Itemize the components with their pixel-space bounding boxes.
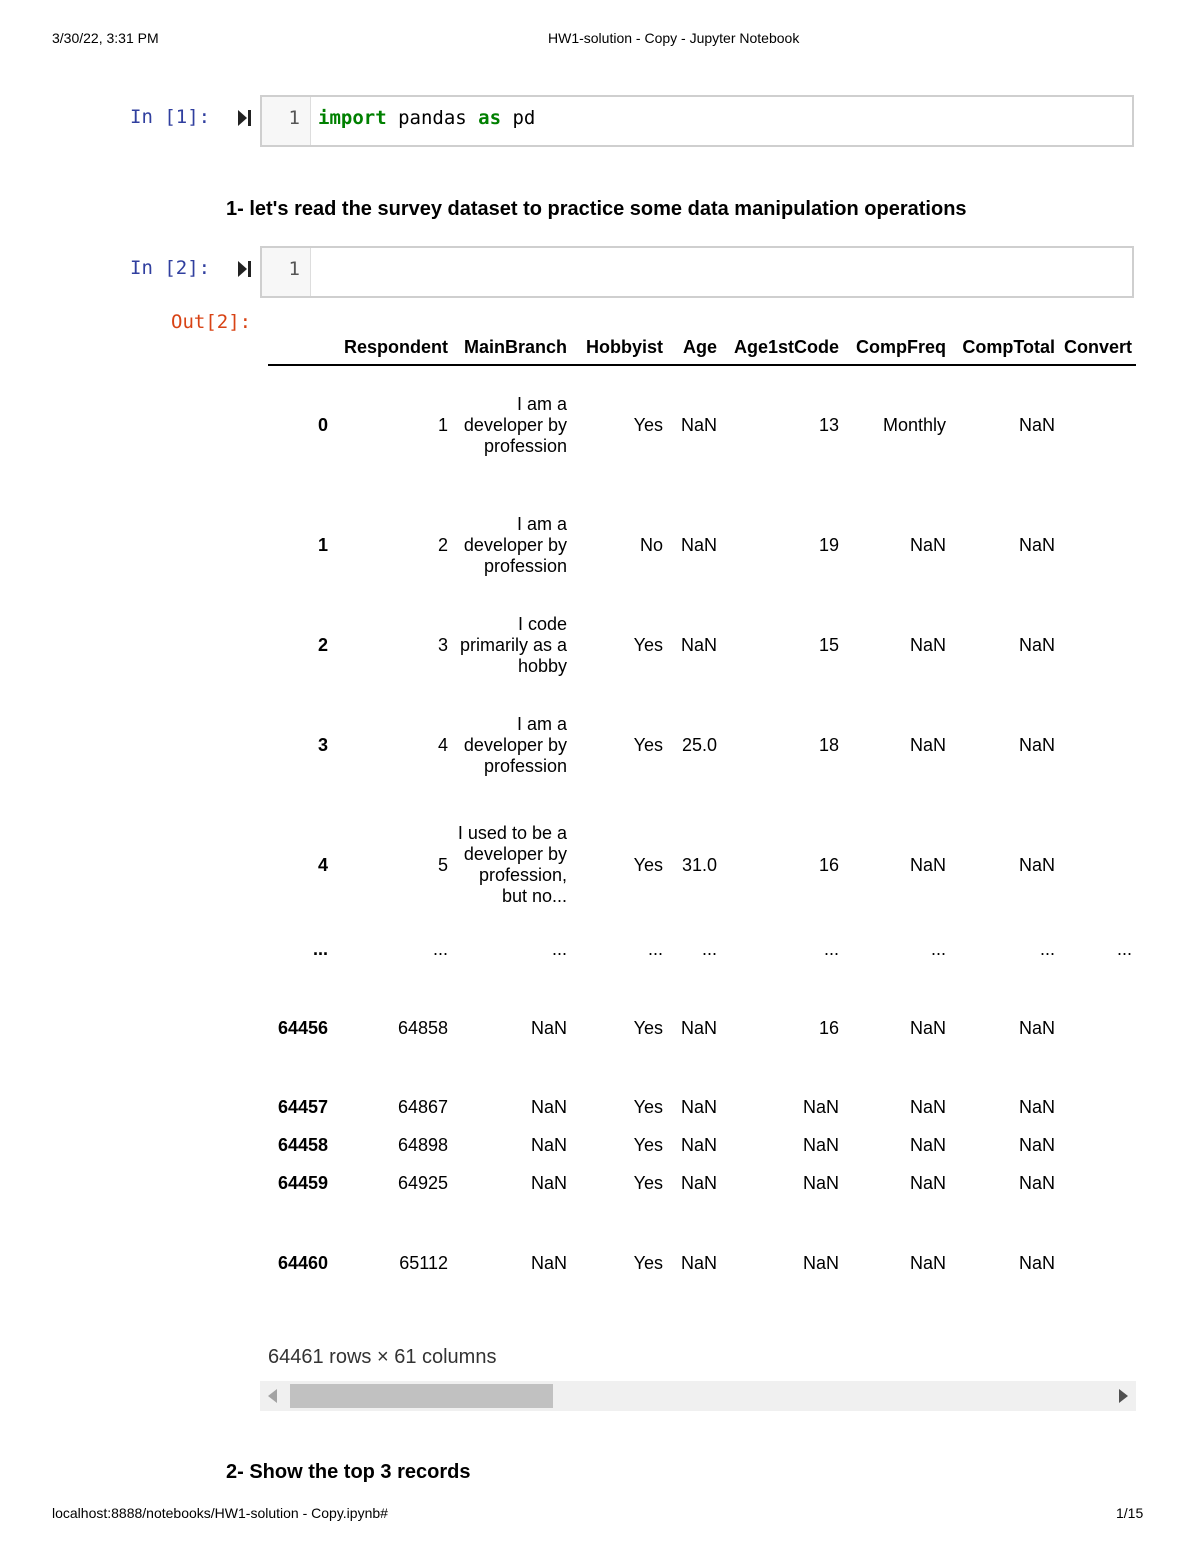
table-cell-hobbyist: No [639, 534, 663, 555]
table-cell-compfreq: NaN [909, 854, 946, 875]
table-row [268, 925, 1136, 973]
table-cell-age1stcode: ... [823, 938, 839, 959]
table-cell-mainbranch: NaN [530, 1252, 567, 1273]
table-cell-age1stcode: 16 [818, 854, 839, 875]
table-cell-compfreq: ... [930, 938, 946, 959]
table-cell-age: NaN [680, 1252, 717, 1273]
row-index: 64458 [277, 1134, 328, 1155]
table-cell-respondent: 64867 [397, 1096, 448, 1117]
table-row [268, 605, 1136, 685]
markdown-heading-1: 1- let's read the survey dataset to practice some data manipulation operations [226, 198, 967, 220]
markdown-heading-2: 2- Show the top 3 records [226, 1461, 471, 1483]
row-index: 64456 [277, 1017, 328, 1038]
table-cell-comptotal: NaN [1018, 534, 1055, 555]
table-cell-comptotal: NaN [1018, 1172, 1055, 1193]
table-header-row [268, 330, 1136, 365]
table-cell-hobbyist: Yes [633, 734, 663, 755]
table-cell-respondent: 2 [437, 534, 448, 555]
table-cell-hobbyist: Yes [633, 854, 663, 875]
column-header-hobbyist: Hobbyist [571, 330, 667, 365]
table-cell-age1stcode: 19 [818, 534, 839, 555]
column-header-age1stcode: Age1stCode [721, 330, 843, 365]
code-text: pandas [386, 107, 479, 129]
table-cell-mainbranch: NaN [530, 1134, 567, 1155]
table-cell-age1stcode: NaN [802, 1252, 839, 1273]
table-cell-comptotal: ... [1039, 938, 1055, 959]
table-cell-respondent: 64858 [397, 1017, 448, 1038]
table-cell-hobbyist: Yes [633, 634, 663, 655]
table-cell-age1stcode: NaN [802, 1172, 839, 1193]
table-cell-age: NaN [680, 1134, 717, 1155]
row-index: 0 [317, 415, 328, 435]
horizontal-scrollbar[interactable] [260, 1381, 1136, 1411]
table-cell-respondent: 5 [437, 854, 448, 875]
table-cell-hobbyist: Yes [633, 1172, 663, 1193]
line-number: 1 [288, 107, 300, 129]
table-cell-respondent: 1 [437, 415, 448, 435]
table-cell-hobbyist: Yes [633, 1017, 663, 1038]
row-index: 3 [317, 734, 328, 755]
table-cell-hobbyist: ... [647, 938, 663, 959]
table-cell-convert [1059, 1207, 1136, 1319]
column-header-age: Age [667, 330, 721, 365]
table-cell-hobbyist: Yes [633, 1252, 663, 1273]
table-cell-comptotal: NaN [1018, 1252, 1055, 1273]
column-header-respondent: Respondent [332, 330, 452, 365]
code-cell-1[interactable] [260, 95, 1134, 147]
code-cell-2[interactable] [260, 246, 1134, 298]
print-url: localhost:8888/notebooks/HW1-solution - Copy.ipynb# [52, 1505, 388, 1521]
row-index: ... [312, 938, 328, 959]
run-cell-icon[interactable] [236, 109, 252, 127]
table-cell-comptotal: NaN [1018, 1096, 1055, 1117]
table-cell-age: NaN [680, 1017, 717, 1038]
table-cell-comptotal: NaN [1018, 1017, 1055, 1038]
dataframe-table [268, 330, 1136, 1319]
table-row [268, 805, 1136, 925]
input-prompt-1: In [1]: [130, 106, 211, 128]
table-cell-hobbyist: Yes [633, 1134, 663, 1155]
table-cell-respondent: 64898 [397, 1134, 448, 1155]
table-row [268, 365, 1136, 485]
table-cell-convert [1059, 805, 1136, 925]
table-row [268, 1131, 1136, 1159]
print-title: HW1-solution - Copy - Jupyter Notebook [548, 30, 800, 46]
table-cell-hobbyist: Yes [633, 1096, 663, 1117]
scroll-left-arrow-icon[interactable] [268, 1389, 277, 1403]
scroll-right-arrow-icon[interactable] [1119, 1389, 1128, 1403]
table-cell-age1stcode: 15 [818, 634, 839, 655]
table-row [268, 973, 1136, 1083]
row-index: 1 [317, 534, 328, 555]
table-cell-mainbranch: I used to be a developer by profession, but no... [457, 823, 567, 906]
table-row [268, 685, 1136, 805]
table-cell-age1stcode: NaN [802, 1134, 839, 1155]
table-cell-comptotal: NaN [1018, 854, 1055, 875]
print-datetime: 3/30/22, 3:31 PM [52, 30, 159, 46]
table-cell-mainbranch: I am a developer by profession [463, 713, 567, 776]
table-cell-compfreq: NaN [909, 1252, 946, 1273]
table-cell-mainbranch: I am a developer by profession [463, 513, 567, 576]
table-cell-age: 31.0 [681, 854, 717, 875]
table-cell-age1stcode: 13 [818, 415, 839, 435]
table-row [268, 1083, 1136, 1131]
print-page-number: 1/15 [1116, 1505, 1144, 1521]
code-keyword-import: import [318, 107, 387, 129]
row-index: 4 [317, 854, 328, 875]
table-cell-comptotal: NaN [1018, 415, 1055, 435]
output-prompt-2: Out[2]: [171, 311, 252, 333]
table-cell-age: NaN [680, 634, 717, 655]
table-cell-respondent: 65112 [399, 1252, 448, 1273]
dataframe-shape-note: 64461 rows × 61 columns [268, 1346, 497, 1368]
table-cell-comptotal: NaN [1018, 734, 1055, 755]
table-cell-respondent: 64925 [397, 1172, 448, 1193]
table-cell-convert [1059, 485, 1136, 605]
table-cell-compfreq: NaN [909, 1017, 946, 1038]
table-cell-age: NaN [680, 534, 717, 555]
table-cell-convert: ... [1116, 938, 1132, 959]
row-index: 64460 [277, 1252, 328, 1273]
table-cell-mainbranch: ... [551, 938, 567, 959]
input-prompt-2: In [2]: [130, 257, 211, 279]
table-cell-compfreq: NaN [909, 634, 946, 655]
table-cell-convert [1059, 1131, 1136, 1159]
table-cell-compfreq: NaN [909, 1172, 946, 1193]
table-cell-age: 25.0 [681, 734, 717, 755]
table-cell-hobbyist: Yes [633, 415, 663, 435]
scrollbar-thumb[interactable] [290, 1384, 553, 1408]
row-index: 64457 [277, 1096, 328, 1117]
table-row [268, 1207, 1136, 1319]
line-number-gutter [262, 248, 311, 296]
table-cell-mainbranch: NaN [530, 1172, 567, 1193]
table-cell-age: ... [701, 938, 717, 959]
table-cell-age1stcode: 16 [818, 1017, 839, 1038]
code-keyword-as: as [478, 107, 502, 129]
table-cell-compfreq: NaN [909, 734, 946, 755]
code-editor[interactable] [318, 107, 535, 129]
table-row [268, 1159, 1136, 1207]
table-cell-mainbranch: NaN [530, 1017, 567, 1038]
table-cell-age: NaN [680, 1172, 717, 1193]
index-header [268, 330, 332, 365]
table-cell-mainbranch: NaN [530, 1096, 567, 1117]
table-cell-age: NaN [680, 1096, 717, 1117]
table-cell-convert [1059, 1083, 1136, 1131]
table-cell-age1stcode: 18 [818, 734, 839, 755]
column-header-comptotal: CompTotal [950, 330, 1059, 365]
table-cell-convert [1059, 365, 1136, 485]
table-cell-compfreq: Monthly [882, 415, 946, 435]
table-cell-age1stcode: NaN [802, 1096, 839, 1117]
column-header-convert: Convert [1059, 330, 1136, 365]
table-cell-compfreq: NaN [909, 1096, 946, 1117]
table-cell-comptotal: NaN [1018, 634, 1055, 655]
table-cell-comptotal: NaN [1018, 1134, 1055, 1155]
table-cell-respondent: ... [432, 938, 448, 959]
line-number-gutter [262, 97, 311, 145]
table-cell-compfreq: NaN [909, 534, 946, 555]
run-cell-icon[interactable] [236, 260, 252, 278]
row-index: 2 [317, 634, 328, 655]
table-row [268, 485, 1136, 605]
line-number: 1 [288, 258, 300, 280]
table-cell-mainbranch: I am a developer by profession [463, 394, 567, 456]
table-cell-convert [1059, 973, 1136, 1083]
table-cell-convert [1059, 605, 1136, 685]
column-header-mainbranch: MainBranch [452, 330, 571, 365]
table-cell-respondent: 4 [437, 734, 448, 755]
column-header-compfreq: CompFreq [843, 330, 950, 365]
table-cell-respondent: 3 [437, 634, 448, 655]
table-cell-convert [1059, 1159, 1136, 1207]
code-text: pd [501, 107, 536, 129]
table-cell-age: NaN [680, 415, 717, 435]
table-cell-mainbranch: I code primarily as a hobby [459, 613, 567, 676]
table-cell-convert [1059, 685, 1136, 805]
table-cell-compfreq: NaN [909, 1134, 946, 1155]
row-index: 64459 [277, 1172, 328, 1193]
